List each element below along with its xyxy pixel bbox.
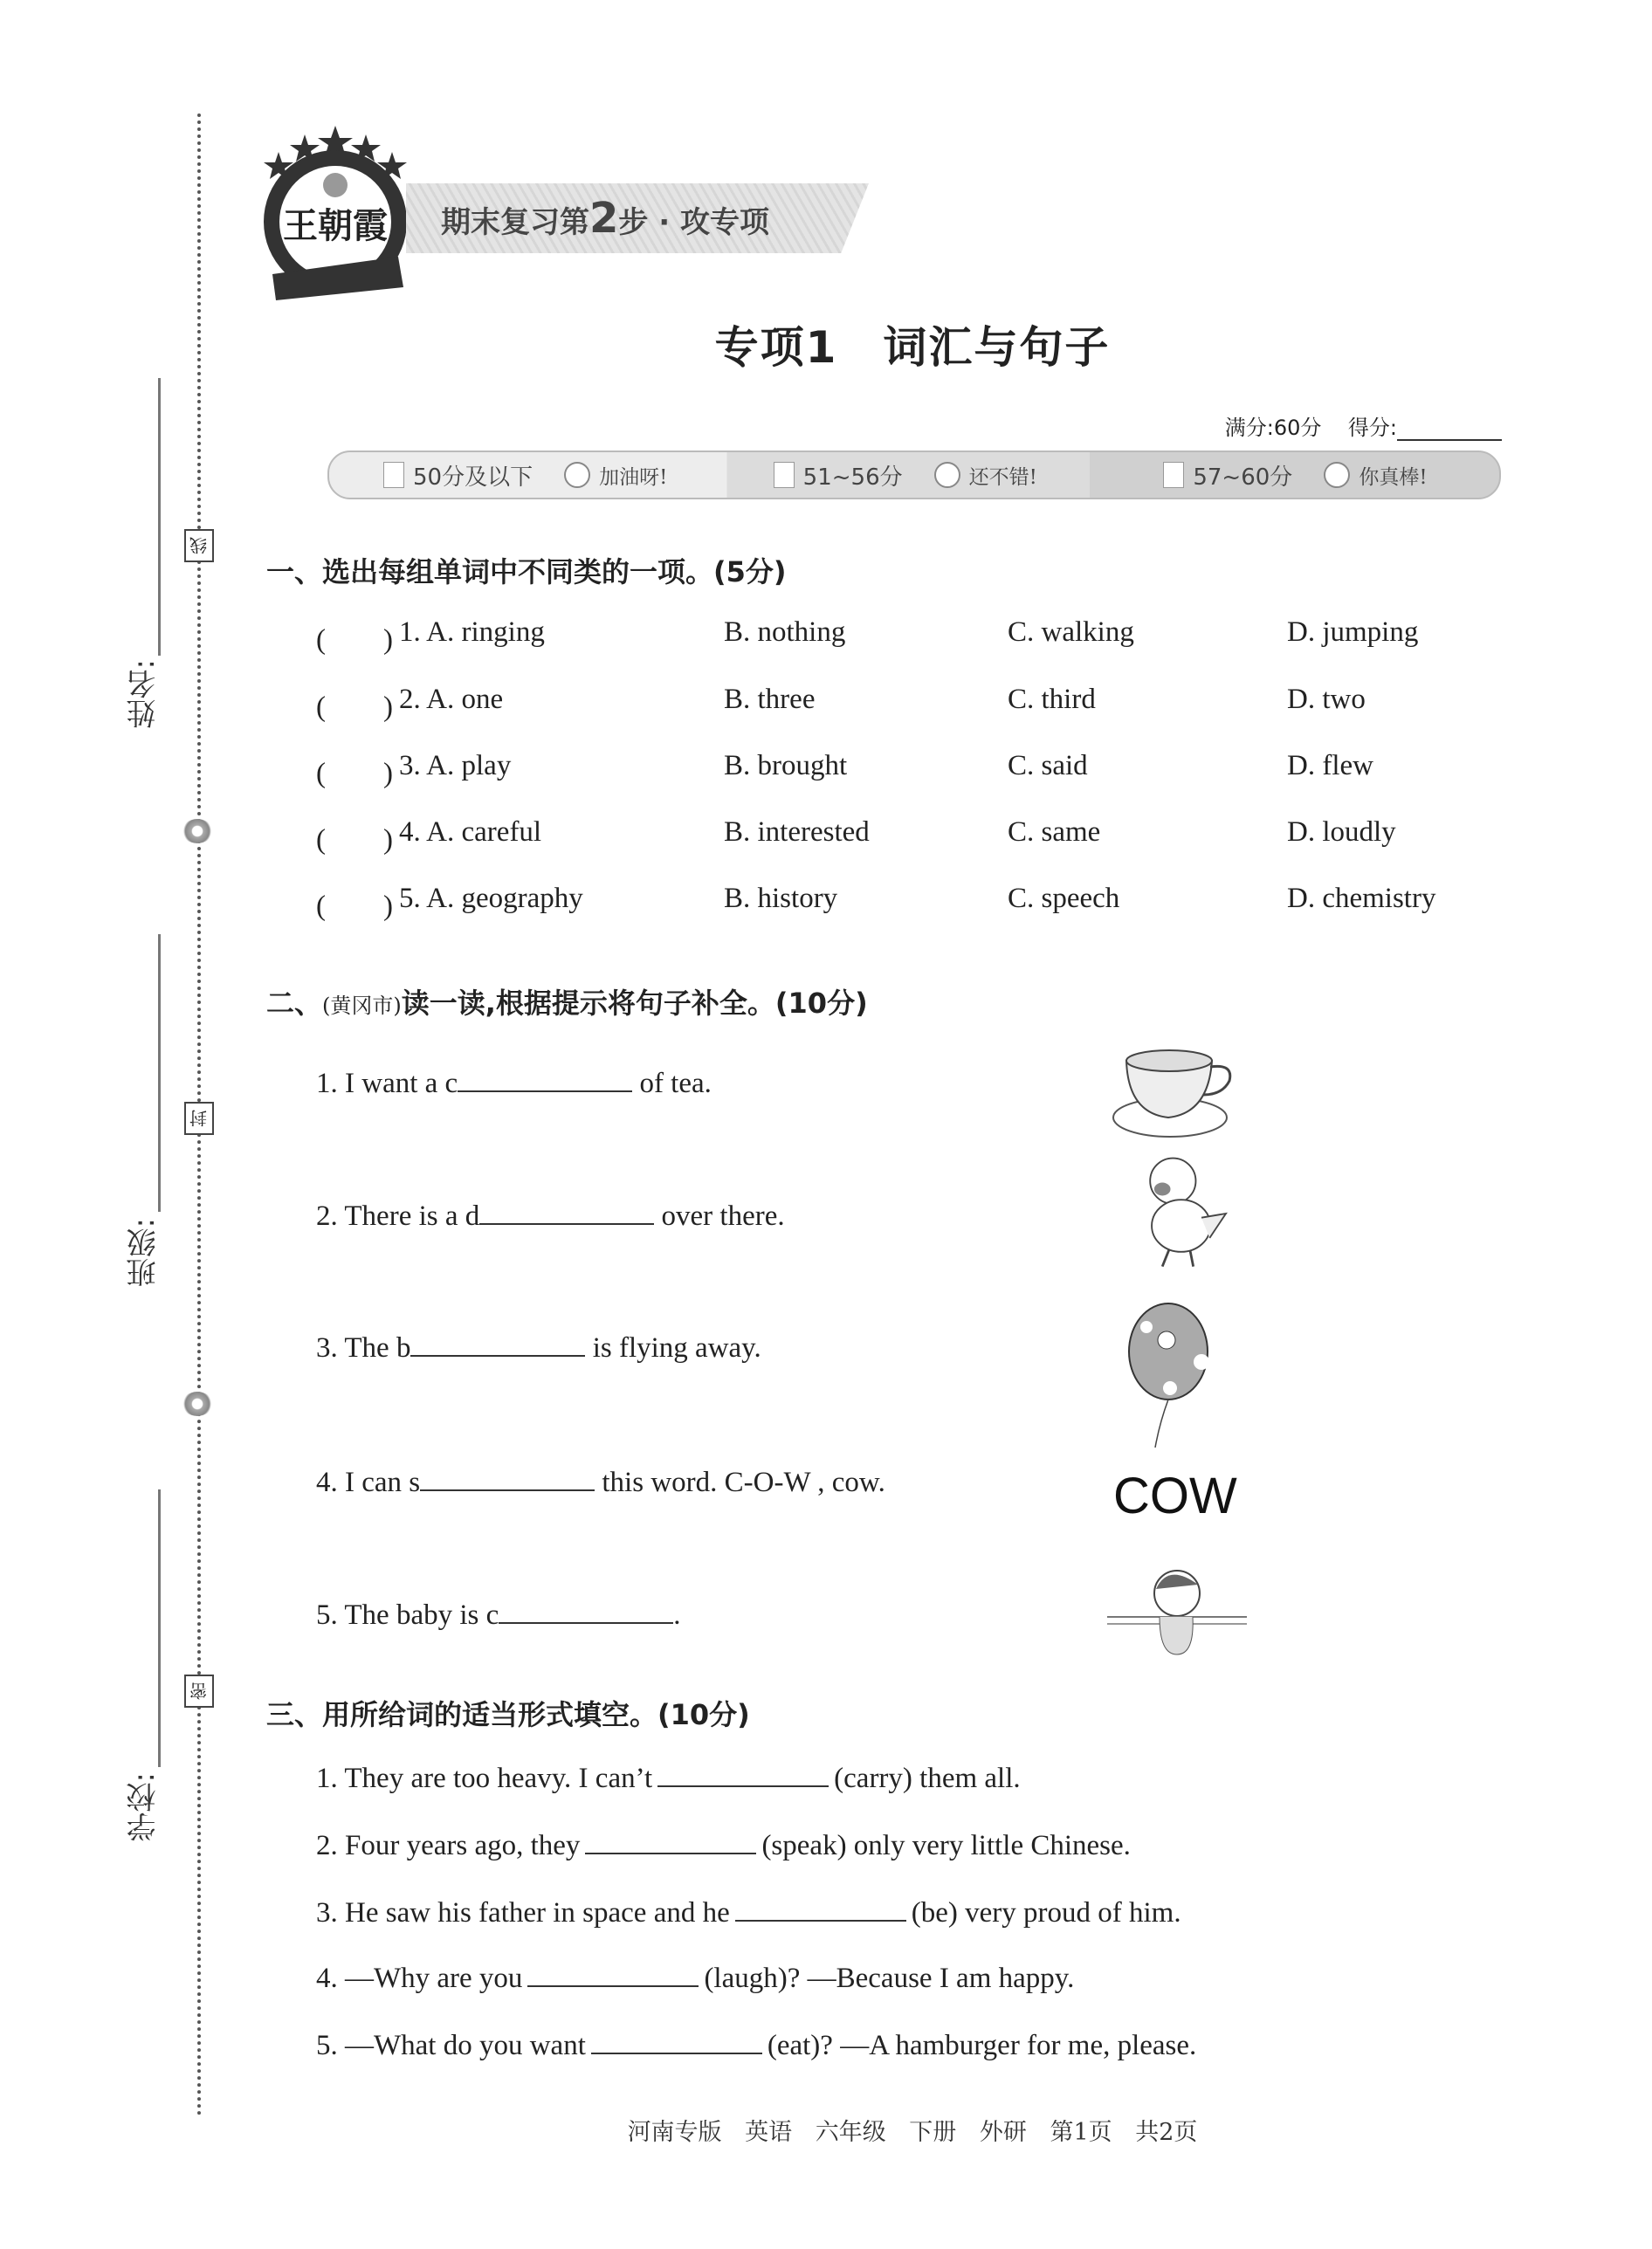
grade-option: [719, 459, 1110, 492]
sentence-end: (carry) them all.: [834, 1763, 1021, 1794]
answer-blank[interactable]: [585, 1825, 756, 1854]
name-line: [158, 378, 161, 656]
sentence-start: 5. The baby is c: [316, 1599, 499, 1631]
answer-blank[interactable]: [420, 1462, 595, 1491]
answer-paren[interactable]: ( ): [316, 824, 393, 856]
option-c: C. speech: [1008, 883, 1120, 914]
fill-sentence: [316, 1594, 681, 1632]
fill-sentence: [316, 1327, 761, 1365]
checkbox[interactable]: [383, 462, 404, 488]
option-d: D. flew: [1287, 750, 1373, 781]
mark-xian: 线: [184, 529, 214, 562]
question-row: [316, 816, 1538, 856]
fill-sentence: [316, 1757, 1021, 1795]
sentence-start: 4. —Why are you: [316, 1963, 523, 1994]
sentence-end: .: [673, 1599, 681, 1631]
option-num: 3. A. play: [399, 750, 512, 781]
fill-sentence: [316, 1957, 1074, 1995]
name-label: 姓名:: [127, 659, 162, 729]
answer-blank[interactable]: [458, 1063, 632, 1092]
grade-praise: 加油呀!: [599, 465, 668, 489]
option-d: D. chemistry: [1287, 883, 1436, 914]
option-d: D. jumping: [1287, 616, 1419, 648]
grade-range: 50分及以下: [413, 464, 533, 491]
checkbox[interactable]: [1163, 462, 1184, 488]
option-d: D. two: [1287, 684, 1366, 715]
answer-paren[interactable]: ( ): [316, 891, 393, 922]
sentence-end: (laugh)? —Because I am happy.: [704, 1963, 1075, 1994]
section1-heading: 一、选出每组单词中不同类的一项。(5分): [266, 555, 787, 588]
full-score: 满分:60分: [1224, 416, 1322, 440]
answer-blank[interactable]: [499, 1594, 673, 1624]
fill-sentence: [316, 1892, 1181, 1929]
grade-praise: 你真棒!: [1359, 465, 1428, 489]
sentence-start: 1. They are too heavy. I can’t: [316, 1763, 653, 1794]
school-label: 学校:: [127, 1772, 162, 1842]
grade-range: 57~60分: [1193, 464, 1293, 491]
checkbox[interactable]: [774, 462, 795, 488]
option-num: 5. A. geography: [399, 883, 583, 914]
class-label: 班级:: [127, 1218, 162, 1288]
sentence-end: (eat)? —A hamburger for me, please.: [767, 2030, 1197, 2061]
option-b: B. interested: [724, 816, 870, 848]
cow-word: COW: [1113, 1468, 1237, 1524]
question-row: [316, 883, 1538, 922]
fill-sentence: [316, 1825, 1131, 1862]
sentence-start: 4. I can s: [316, 1467, 421, 1498]
crying-baby-image: [1107, 1563, 1247, 1659]
page-footer: 河南专版 英语 六年级 下册 外研 第1页 共2页: [627, 2119, 1198, 2146]
class-line: [158, 934, 161, 1212]
option-b: B. nothing: [724, 616, 846, 648]
option-c: C. third: [1008, 684, 1096, 715]
grade-praise: 还不错!: [968, 465, 1037, 489]
page-title: 专项1 词汇与句子: [714, 322, 1111, 373]
sentence-start: 2. Four years ago, they: [316, 1830, 581, 1861]
grade-option: [329, 459, 719, 492]
option-b: B. history: [724, 883, 838, 914]
section3-heading: 三、用所给词的适当形式填空。(10分): [266, 1698, 750, 1731]
score-label: 得分:: [1347, 416, 1397, 440]
sentence-start: 5. —What do you want: [316, 2030, 586, 2061]
answer-paren[interactable]: ( ): [316, 691, 393, 723]
sentence-end: this word. C-O-W , cow.: [595, 1467, 885, 1498]
face-icon: [934, 462, 960, 488]
answer-paren[interactable]: ( ): [316, 624, 393, 656]
brand-logo: [257, 126, 414, 300]
answer-blank[interactable]: [479, 1195, 654, 1225]
score-line: [1225, 410, 1502, 441]
sentence-end: is flying away.: [585, 1332, 761, 1364]
logo-text: 王朝霞: [283, 205, 388, 246]
answer-blank[interactable]: [591, 2025, 762, 2054]
duck-image: [1107, 1152, 1247, 1275]
sentence-end: (be) very proud of him.: [911, 1897, 1181, 1929]
sentence-start: 2. There is a d: [316, 1200, 480, 1232]
option-c: C. said: [1008, 750, 1088, 781]
fill-sentence: [316, 1195, 785, 1233]
section2-heading: 二、(黄冈市)读一读,根据提示将句子补全。(10分): [266, 987, 868, 1020]
face-icon: [564, 462, 590, 488]
grade-range: 51~56分: [802, 464, 903, 491]
option-b: B. brought: [724, 750, 848, 781]
mark-mi: 密: [184, 1675, 214, 1708]
sentence-end: over there.: [654, 1200, 785, 1232]
option-b: B. three: [724, 684, 816, 715]
sentence-start: 3. He saw his father in space and he: [316, 1897, 730, 1929]
swirl-icon: [182, 819, 213, 843]
grade-bar: [327, 450, 1501, 499]
fill-sentence: [316, 1462, 885, 1499]
face-icon: [1324, 462, 1350, 488]
option-c: C. walking: [1008, 616, 1134, 648]
mark-feng: 封: [184, 1102, 214, 1135]
fill-sentence: [316, 1063, 712, 1100]
option-d: D. loudly: [1287, 816, 1396, 848]
question-row: [316, 616, 1538, 656]
option-num: 4. A. careful: [399, 816, 542, 848]
swirl-icon: [182, 1392, 213, 1416]
grade-option: [1109, 459, 1499, 492]
question-row: [316, 684, 1538, 723]
sentence-end: (speak) only very little Chinese.: [761, 1830, 1131, 1861]
school-line: [158, 1489, 161, 1767]
score-blank[interactable]: [1397, 418, 1502, 441]
option-num: 2. A. one: [399, 684, 504, 715]
question-row: [316, 750, 1538, 789]
balloon-image: [1107, 1301, 1247, 1449]
answer-blank[interactable]: [657, 1757, 829, 1787]
sentence-end: of tea.: [632, 1068, 712, 1099]
answer-blank[interactable]: [735, 1892, 906, 1922]
answer-blank[interactable]: [410, 1327, 585, 1357]
answer-paren[interactable]: ( ): [316, 758, 393, 789]
option-c: C. same: [1008, 816, 1101, 848]
option-num: 1. A. ringing: [399, 616, 545, 648]
fill-sentence: [316, 2025, 1196, 2062]
banner-title: 期末复习第2步 · 攻专项: [441, 194, 769, 243]
sentence-start: 3. The b: [316, 1332, 411, 1364]
teacup-image: [1107, 1030, 1247, 1152]
sentence-start: 1. I want a c: [316, 1068, 458, 1099]
answer-blank[interactable]: [527, 1957, 699, 1987]
